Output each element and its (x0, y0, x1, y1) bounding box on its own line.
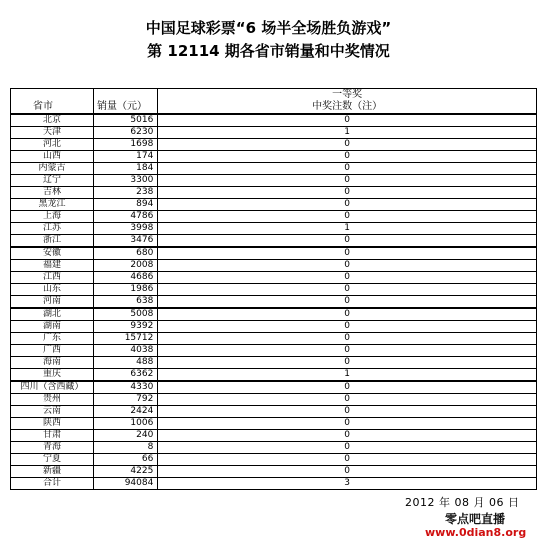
table-row (11, 223, 537, 235)
table-row (11, 406, 537, 418)
header-first-prize-title: 一等奖 (332, 89, 363, 100)
winners-cell: 0 (158, 151, 537, 163)
table-row (11, 247, 537, 260)
logo-url: www.0dian8.org (425, 526, 527, 539)
winners-cell: 0 (158, 139, 537, 151)
table-total-row (11, 478, 537, 490)
winners-cell: 0 (158, 442, 537, 454)
header-province: 省市 (11, 89, 94, 115)
logo-name: 零点吧直播 (444, 512, 505, 526)
province-cell: 宁夏 (11, 454, 94, 466)
table-row (11, 296, 537, 309)
province-cell: 安徽 (11, 247, 94, 260)
table-row (11, 175, 537, 187)
province-cell: 河北 (11, 139, 94, 151)
table-row (11, 139, 537, 151)
winners-cell: 1 (158, 369, 537, 382)
sales-cell: 3300 (94, 175, 158, 187)
table-row (11, 114, 537, 127)
table-row (11, 466, 537, 478)
table-body (11, 114, 537, 490)
winners-cell: 3 (158, 478, 537, 490)
table-row (11, 151, 537, 163)
sales-cell: 66 (94, 454, 158, 466)
sales-cell: 4686 (94, 272, 158, 284)
sales-cell: 3998 (94, 223, 158, 235)
table-row (11, 442, 537, 454)
province-cell: 四川（含西藏） (11, 381, 94, 394)
province-cell: 上海 (11, 211, 94, 223)
winners-cell: 0 (158, 466, 537, 478)
sales-cell: 9392 (94, 321, 158, 333)
header-first-prize-count: 中奖注数（注） (312, 101, 383, 112)
winners-cell: 0 (158, 272, 537, 284)
province-cell: 广西 (11, 345, 94, 357)
province-cell: 湖北 (11, 308, 94, 321)
winners-cell: 0 (158, 114, 537, 127)
sales-cell: 1006 (94, 418, 158, 430)
province-cell: 重庆 (11, 369, 94, 382)
sales-cell: 1986 (94, 284, 158, 296)
winners-cell: 0 (158, 284, 537, 296)
winners-cell: 0 (158, 418, 537, 430)
winners-cell: 1 (158, 127, 537, 139)
sales-cell: 6362 (94, 369, 158, 382)
winners-cell: 0 (158, 199, 537, 211)
province-cell: 合计 (11, 478, 94, 490)
winners-cell: 0 (158, 260, 537, 272)
province-cell: 贵州 (11, 394, 94, 406)
table-row (11, 187, 537, 199)
table-row (11, 321, 537, 333)
winners-cell: 0 (158, 321, 537, 333)
sales-cell: 94084 (94, 478, 158, 490)
province-cell: 广东 (11, 333, 94, 345)
sales-cell: 638 (94, 296, 158, 309)
sales-cell: 3476 (94, 235, 158, 248)
sales-cell: 8 (94, 442, 158, 454)
sales-table (10, 88, 537, 490)
winners-cell: 0 (158, 333, 537, 345)
table-row (11, 394, 537, 406)
table-row (11, 272, 537, 284)
sales-cell: 4225 (94, 466, 158, 478)
sales-cell: 792 (94, 394, 158, 406)
province-cell: 海南 (11, 357, 94, 369)
table-row (11, 357, 537, 369)
table-row (11, 308, 537, 321)
table-row (11, 284, 537, 296)
winners-cell: 0 (158, 430, 537, 442)
table-row (11, 381, 537, 394)
province-cell: 云南 (11, 406, 94, 418)
sales-cell: 240 (94, 430, 158, 442)
winners-cell: 0 (158, 235, 537, 248)
table-row (11, 369, 537, 382)
sales-cell: 894 (94, 199, 158, 211)
winners-cell: 0 (158, 308, 537, 321)
table-row (11, 127, 537, 139)
sales-cell: 5016 (94, 114, 158, 127)
sales-cell: 184 (94, 163, 158, 175)
province-cell: 山西 (11, 151, 94, 163)
report-date: 2012 年 08 月 06 日 (405, 496, 520, 509)
province-cell: 浙江 (11, 235, 94, 248)
table-row (11, 235, 537, 248)
sales-cell: 488 (94, 357, 158, 369)
sales-cell: 2424 (94, 406, 158, 418)
sales-cell: 1698 (94, 139, 158, 151)
province-cell: 新疆 (11, 466, 94, 478)
province-cell: 江苏 (11, 223, 94, 235)
table-row (11, 418, 537, 430)
winners-cell: 0 (158, 406, 537, 418)
province-cell: 福建 (11, 260, 94, 272)
sales-cell: 238 (94, 187, 158, 199)
winners-cell: 0 (158, 454, 537, 466)
winners-cell: 0 (158, 175, 537, 187)
site-logo (425, 512, 525, 540)
sales-cell: 4330 (94, 381, 158, 394)
province-cell: 湖南 (11, 321, 94, 333)
sales-cell: 174 (94, 151, 158, 163)
province-cell: 甘肃 (11, 430, 94, 442)
province-cell: 陕西 (11, 418, 94, 430)
header-sales: 销量（元） (94, 89, 158, 115)
header-first-prize (158, 89, 537, 115)
page-title: 中国足球彩票“6 场半全场胜负游戏” (145, 19, 392, 37)
province-cell: 山东 (11, 284, 94, 296)
province-cell: 黑龙江 (11, 199, 94, 211)
table-row (11, 430, 537, 442)
table-row (11, 345, 537, 357)
winners-cell: 0 (158, 345, 537, 357)
province-cell: 河南 (11, 296, 94, 309)
sales-cell: 5008 (94, 308, 158, 321)
table-row (11, 333, 537, 345)
province-cell: 内蒙古 (11, 163, 94, 175)
table-row (11, 163, 537, 175)
table-row (11, 260, 537, 272)
winners-cell: 0 (158, 394, 537, 406)
winners-cell: 0 (158, 296, 537, 309)
sales-cell: 680 (94, 247, 158, 260)
winners-cell: 0 (158, 187, 537, 199)
sales-cell: 4786 (94, 211, 158, 223)
winners-cell: 0 (158, 357, 537, 369)
province-cell: 江西 (11, 272, 94, 284)
sales-cell: 4038 (94, 345, 158, 357)
winners-cell: 0 (158, 247, 537, 260)
winners-cell: 0 (158, 163, 537, 175)
sales-cell: 15712 (94, 333, 158, 345)
table-row (11, 199, 537, 211)
winners-cell: 0 (158, 381, 537, 394)
province-cell: 青海 (11, 442, 94, 454)
province-cell: 天津 (11, 127, 94, 139)
province-cell: 吉林 (11, 187, 94, 199)
province-cell: 北京 (11, 114, 94, 127)
table-row (11, 454, 537, 466)
province-cell: 辽宁 (11, 175, 94, 187)
sales-cell: 6230 (94, 127, 158, 139)
winners-cell: 1 (158, 223, 537, 235)
page-subtitle: 第 12114 期各省市销量和中奖情况 (147, 42, 390, 60)
table-row (11, 211, 537, 223)
sales-cell: 2008 (94, 260, 158, 272)
winners-cell: 0 (158, 211, 537, 223)
